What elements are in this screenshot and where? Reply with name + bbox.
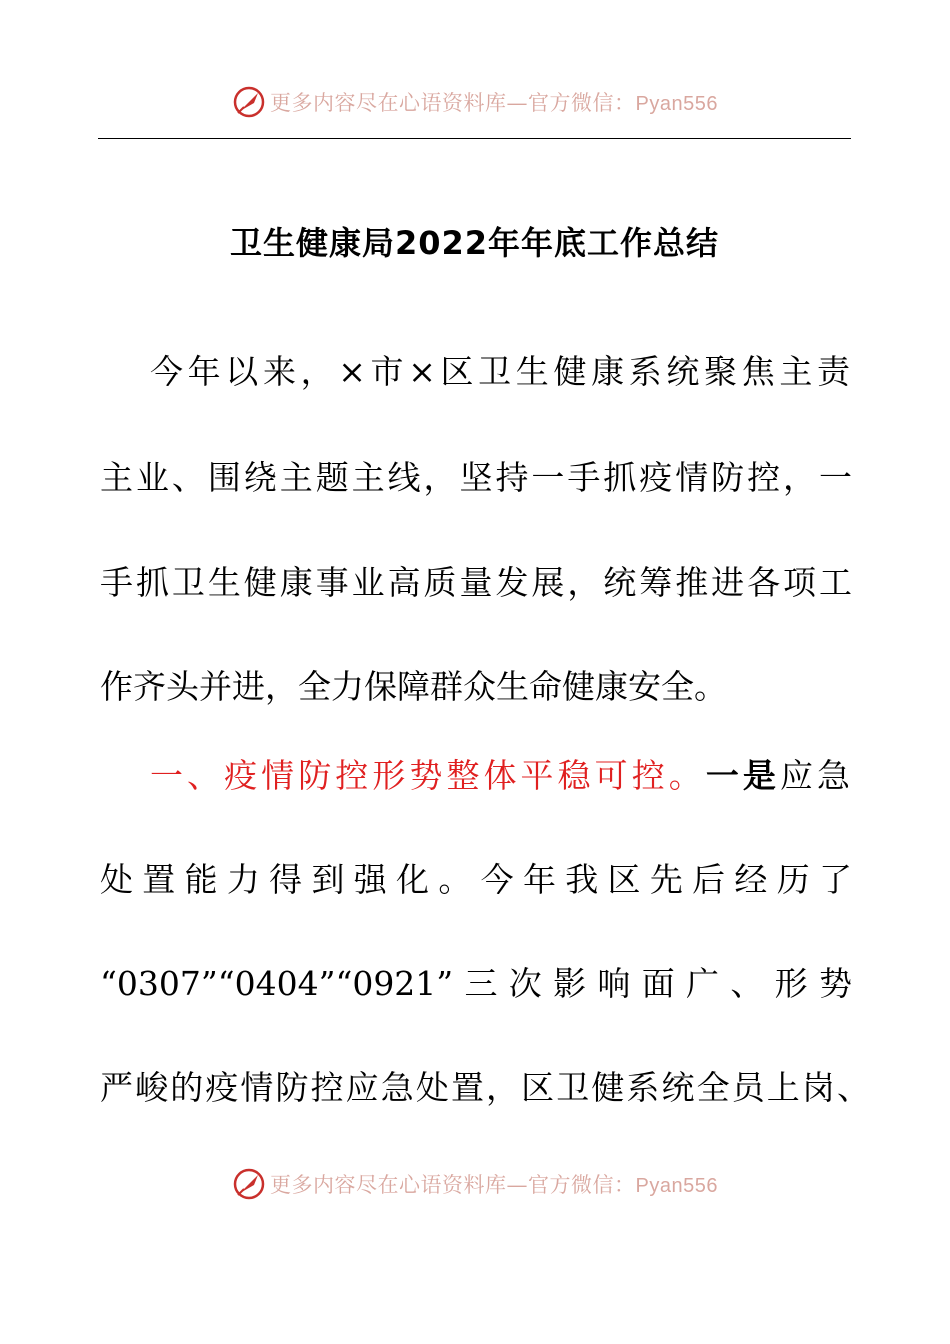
- document-title: 卫生健康局2022年年底工作总结: [229, 224, 720, 262]
- section-heading: 一、疫情防控形势整体平稳可控。: [150, 756, 706, 795]
- paragraph-line: 主业、围绕主题主线，坚持一手抓疫情防控，一: [100, 458, 852, 497]
- paragraph-line: 作齐头并进，全力保障群众生命健康安全。: [100, 667, 727, 706]
- header-rule: [98, 138, 851, 139]
- paragraph-line: 今年以来，×市×区卫生健康系统聚焦主责: [150, 352, 850, 391]
- section-heading-line: 一、疫情防控形势整体平稳可控。一是应急: [150, 756, 851, 795]
- footer-watermark: [0, 1164, 950, 1204]
- paragraph-line: 严峻的疫情防控应急处置，区卫健系统全员上岗、: [100, 1068, 870, 1107]
- watermark-text: 更多内容尽在心语资料库—官方微信：Pyan556: [270, 1173, 718, 1197]
- watermark-text: 更多内容尽在心语资料库—官方微信：Pyan556: [270, 91, 718, 115]
- paragraph-line: 手抓卫生健康事业高质量发展，统筹推进各项工: [100, 563, 852, 602]
- quill-logo-icon: [232, 85, 266, 119]
- header-watermark: [0, 82, 950, 122]
- section-lead: 一是: [705, 756, 780, 795]
- quill-logo-icon: [232, 1167, 266, 1201]
- paragraph-line: 处置能力得到强化。今年我区先后经历了: [100, 860, 852, 899]
- paragraph-line: “0307”“0404”“0921”三次影响面广、形势: [100, 964, 852, 1003]
